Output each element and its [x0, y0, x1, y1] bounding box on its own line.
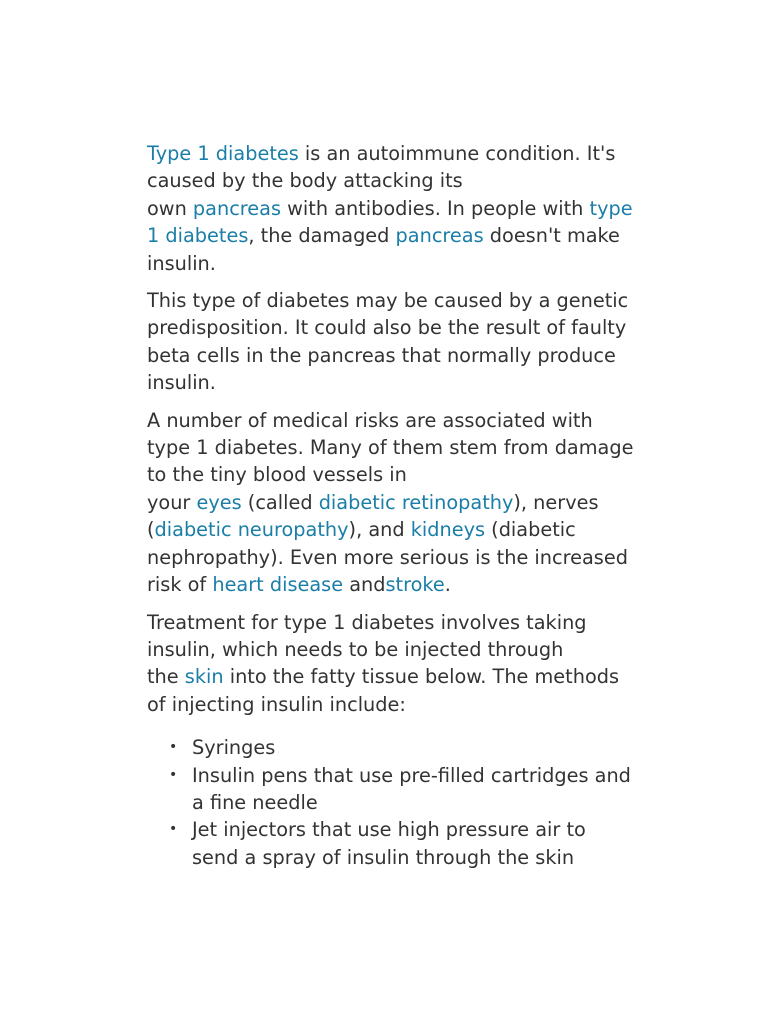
text-segment: This type of diabetes may be caused by a genetic — [147, 289, 629, 313]
text-segment: into the fatty tissue below. The methods — [223, 665, 620, 689]
link-type[interactable]: type — [589, 196, 633, 220]
text-segment: to the tiny blood vessels in — [147, 463, 407, 487]
bullet-icon: • — [169, 821, 178, 838]
link-pancreas[interactable]: pancreas — [395, 224, 484, 248]
text-segment: insulin. — [147, 371, 216, 395]
list-item-text: Insulin pens that use pre-filled cartridges and — [192, 763, 631, 787]
link-1-diabetes[interactable]: 1 diabetes — [147, 224, 249, 248]
paragraph — [147, 140, 662, 277]
text-line — [147, 609, 662, 636]
text-line — [147, 691, 662, 718]
text-line — [147, 516, 662, 543]
text-line — [147, 140, 662, 167]
paragraph — [147, 287, 662, 397]
link-heart-disease[interactable]: heart disease — [212, 573, 344, 597]
paragraph-group — [147, 140, 662, 718]
list-item — [147, 816, 662, 871]
text-segment: (diabetic — [485, 518, 576, 542]
text-line — [147, 434, 662, 461]
text-segment: risk of — [147, 573, 213, 597]
text-segment: ( — [147, 518, 155, 542]
link-diabetic-retinopathy[interactable]: diabetic retinopathy — [318, 490, 514, 514]
link-skin[interactable]: skin — [184, 665, 224, 689]
text-line — [147, 369, 662, 396]
text-line — [147, 636, 662, 663]
text-line — [147, 663, 662, 690]
text-segment: doesn't make — [483, 224, 620, 248]
text-segment: ), and — [348, 518, 411, 542]
text-segment: predisposition. It could also be the result of faulty — [147, 316, 627, 340]
text-segment: own — [147, 196, 193, 220]
text-segment: caused by the body attacking its — [147, 169, 463, 193]
text-segment: , the damaged — [248, 224, 396, 248]
paragraph — [147, 407, 662, 599]
list-item — [147, 734, 662, 761]
text-segment: insulin. — [147, 251, 216, 275]
text-segment: . — [444, 573, 451, 597]
text-segment: beta cells in the pancreas that normally produce — [147, 343, 616, 367]
text-line — [147, 544, 662, 571]
text-line — [147, 489, 662, 516]
insulin-methods-list — [147, 734, 662, 871]
text-line — [147, 407, 662, 434]
text-segment: type 1 diabetes. Many of them stem from damage — [147, 436, 634, 460]
link-diabetic-neuropathy[interactable]: diabetic neuropathy — [154, 518, 349, 542]
text-segment: nephropathy). Even more serious is the increased — [147, 545, 628, 569]
text-line — [147, 461, 662, 488]
list-item-text: send a spray of insulin through the skin — [192, 845, 575, 869]
bullet-icon: • — [169, 766, 178, 783]
paragraph — [147, 609, 662, 719]
link-stroke[interactable]: stroke — [385, 573, 445, 597]
list-item-text: Syringes — [192, 736, 276, 760]
article-body — [147, 140, 662, 871]
text-segment: of injecting insulin include: — [147, 692, 406, 716]
link-type-1-diabetes[interactable]: Type 1 diabetes — [147, 142, 299, 165]
link-pancreas[interactable]: pancreas — [192, 196, 282, 220]
text-segment: (called — [241, 490, 319, 514]
text-line — [147, 342, 662, 369]
text-segment: is an autoimmune condition. It's — [298, 142, 616, 165]
text-segment: Treatment for type 1 diabetes involves taking — [147, 610, 587, 634]
text-segment: and — [343, 573, 386, 597]
text-line — [147, 250, 662, 277]
text-line — [147, 287, 662, 314]
text-line — [147, 167, 662, 194]
list-item-text: a fine needle — [192, 790, 318, 814]
text-line — [147, 195, 662, 222]
text-segment: insulin, which needs to be injected through — [147, 637, 564, 661]
text-line — [147, 222, 662, 249]
link-kidneys[interactable]: kidneys — [410, 518, 486, 542]
text-segment: A number of medical risks are associated with — [147, 408, 593, 432]
text-segment: with antibodies. In people with — [281, 196, 590, 220]
bullet-icon: • — [169, 739, 178, 756]
text-segment: the — [147, 665, 185, 689]
text-segment: your — [147, 490, 197, 514]
text-line — [147, 314, 662, 341]
text-line — [147, 571, 662, 598]
link-eyes[interactable]: eyes — [196, 490, 242, 514]
list-item-text: Jet injectors that use high pressure air to — [192, 818, 586, 842]
text-segment: ), nerves — [513, 490, 599, 514]
list-item — [147, 762, 662, 817]
